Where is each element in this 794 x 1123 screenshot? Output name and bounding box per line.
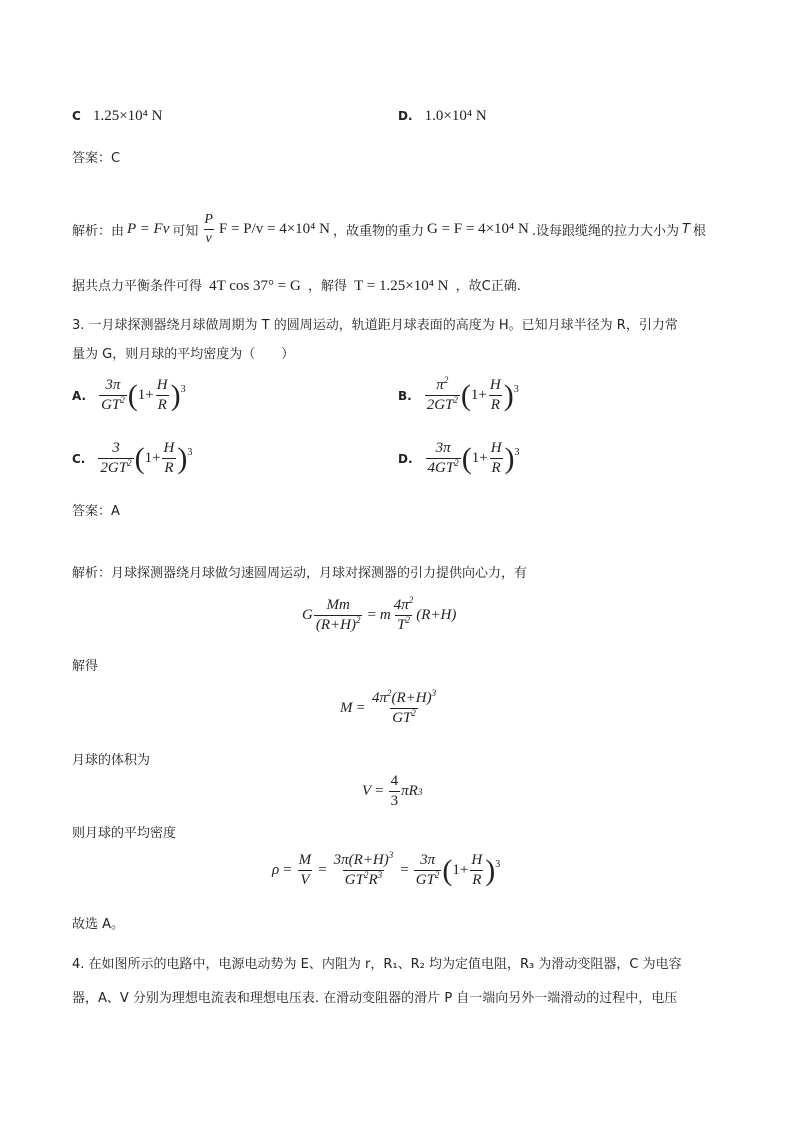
- formula: G = F = 4×10⁴ N: [427, 221, 529, 238]
- option-label: B.: [398, 388, 412, 403]
- q2-answer: 答案：C: [72, 151, 121, 166]
- text: ，解得: [307, 279, 347, 294]
- formula: $\frac{P}{v}$ F = P/v = 4×10⁴ N: [204, 212, 330, 247]
- q2-explanation-line1: [72, 212, 706, 247]
- equation-volume: V = $\frac{4}{3}$ πR 3: [362, 773, 423, 810]
- text: 根: [692, 224, 706, 240]
- q3-option-a: [72, 377, 186, 415]
- text-density: 则月球的平均密度: [72, 826, 177, 841]
- option-label: C: [72, 109, 81, 123]
- text: ，故重物的重力: [332, 224, 424, 240]
- formula: T = 1.25×10⁴ N: [354, 278, 449, 294]
- text-solve: 解得: [72, 659, 99, 674]
- q4-stem-line1: 4. 在如图所示的电路中，电源电动势为 E、内阻为 r，R₁、R₂ 均为定值电阻，R₃ 为滑动变阻器，C 为电容: [72, 957, 682, 972]
- q3-option-d: [398, 440, 520, 478]
- q3-option-c: [72, 440, 192, 478]
- text: ，故C正确.: [455, 279, 521, 294]
- option-formula: $\frac{3\pi}{4GT^2}$ ( 1+ $\frac{H}{R}$ ) 3: [427, 440, 520, 477]
- option-formula: $\frac{3}{2GT^2}$ ( 1+ $\frac{H}{R}$ ) 3: [100, 440, 193, 477]
- q2-option-d: [398, 108, 487, 125]
- option-value: 1.25×10⁴ N: [92, 108, 163, 124]
- equation-mass: M = $\frac{4\pi^2(R+H)^3}{GT^2}$: [340, 688, 437, 727]
- text-volume: 月球的体积为: [72, 753, 151, 768]
- option-label: C.: [72, 451, 86, 466]
- formula: 4T cos 37° = G: [209, 278, 301, 294]
- option-label: A.: [72, 388, 87, 403]
- equation-density: ρ = $\frac{M}{V}$ = $\frac{3\pi(R+H)^3}{GT^2R^3}$ = $\frac{3\pi}{GT^2}$ ( 1+ $\frac{H}{R}$ ) 3: [272, 850, 501, 889]
- variable: T: [682, 222, 690, 238]
- text: 据共点力平衡条件可得: [72, 279, 203, 294]
- text-choose: 故选 A。: [72, 917, 125, 932]
- option-formula: $\frac{\pi^2}{2GT^2}$ ( 1+ $\frac{H}{R}$ ) 3: [426, 375, 519, 414]
- formula: P = Fv: [127, 221, 170, 238]
- option-formula: $\frac{3\pi}{GT^2}$ ( 1+ $\frac{H}{R}$ ) 3: [101, 377, 186, 414]
- q3-stem-line1: 3. 一月球探测器绕月球做周期为 T 的圆周运动，轨道距月球表面的高度为 H。已知月球半径为 R，引力常: [72, 318, 678, 333]
- text: .设每跟缆绳的拉力大小为: [531, 224, 680, 240]
- q3-explanation-intro: 解析：月球探测器绕月球做匀速圆周运动，月球对探测器的引力提供向心力，有: [72, 566, 528, 581]
- option-label: D.: [398, 451, 413, 466]
- equation-gravity: G $\frac{Mm}{(R+H)^2}$ = m $\frac{4\pi^2}{T^2}$ (R+H): [302, 595, 457, 634]
- q3-answer: 答案：A: [72, 504, 120, 519]
- text: 解析：由: [72, 224, 125, 240]
- q4-stem-line2: 器，A、V 分别为理想电流表和理想电压表. 在滑动变阻器的滑片 P 自一端向另外一端滑动的过程中，电压: [72, 991, 678, 1006]
- q3-stem-line2: 量为 G，则月球的平均密度为（ ）: [72, 347, 295, 362]
- q3-option-b: [398, 377, 519, 415]
- option-label: D.: [398, 109, 413, 123]
- q2-explanation-line2: [72, 275, 521, 295]
- text: 可知: [172, 224, 199, 240]
- option-value: 1.0×10⁴ N: [424, 108, 487, 124]
- q2-option-c: [72, 108, 162, 125]
